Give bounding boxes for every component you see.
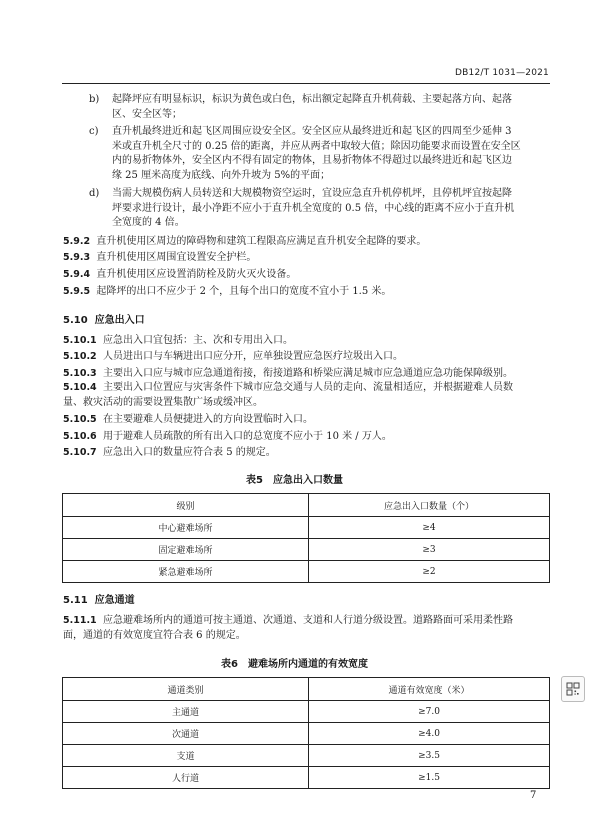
clause-text-continued: 面，通道的有效宽度宜符合表 6 的规定。 (63, 629, 246, 641)
table-header-cell: 通道类别 (63, 678, 309, 701)
clause-number: 5.9.4 (63, 269, 91, 280)
table-cell: 人行道 (63, 767, 309, 789)
qr-code-button[interactable] (561, 676, 585, 702)
section-title: 应急通道 (94, 595, 135, 606)
header-rule (62, 83, 550, 84)
list-item-b (112, 93, 550, 122)
table-cell: ≥4 (309, 517, 550, 539)
clause-number: 5.10.3 (63, 368, 97, 379)
table-row (63, 539, 550, 561)
clause-text: 直升机使用区周边的障碍物和建筑工程限高应满足直升机安全起降的要求。 (96, 236, 427, 247)
clause-5-9-5 (63, 285, 550, 300)
clause-text: 直升机使用区周围宜设置安全护栏。 (96, 252, 257, 263)
table-cell: 主通道 (63, 701, 309, 723)
section-number: 5.10 (63, 315, 88, 326)
clause-5-10-4 (63, 381, 550, 410)
table-header-row (63, 678, 550, 701)
text-line: 全宽度的 4 倍。 (112, 217, 185, 229)
clause-5-9-3 (63, 251, 550, 266)
clause-5-10-7 (63, 446, 550, 461)
text-line: 内的易折物体外，安全区内不得有固定的物体，且易折物体不得超过以最终进近和起飞区边 (112, 155, 512, 167)
list-label-c: c) (89, 126, 99, 137)
table6-caption: 表6 避难场所内通道的有效宽度 (221, 659, 368, 670)
clause-text: 应急避难场所内的通道可按主通道、次通道、支道和人行道分级设置。道路路面可采用柔性路 (103, 615, 514, 626)
table-cell: 支道 (63, 745, 309, 767)
clause-number: 5.11.1 (63, 615, 97, 626)
clause-text: 直升机使用区应设置消防栓及防火灭火设备。 (96, 269, 297, 280)
clause-number: 5.9.2 (63, 236, 91, 247)
clause-number: 5.10.1 (63, 335, 97, 346)
section-number: 5.11 (63, 595, 88, 606)
table-header-row (63, 494, 550, 517)
clause-text: 应急出入口的数量应符合表 5 的规定。 (103, 447, 276, 458)
clause-5-9-4 (63, 268, 550, 283)
section-heading-5-11 (63, 591, 135, 606)
clause-5-10-5 (63, 413, 550, 428)
table5 (62, 493, 550, 583)
clause-5-10-3 (63, 367, 550, 382)
clause-text: 主要出入口应与城市应急通道衔接，衔接道路和桥梁应满足城市应急通道应急功能保障级别。 (103, 368, 514, 379)
clause-number: 5.10.7 (63, 447, 97, 458)
text-line: 当需大规模伤病人员转送和大规模物资空运时，宜设应急直升机停机坪，且停机坪宜按起降 (112, 188, 512, 199)
text-line: 直升机最终进近和起飞区周围应设安全区。安全区应从最终进近和起飞区的四周至少延伸 3 (112, 126, 512, 137)
table-header-cell: 应急出入口数量（个） (309, 494, 550, 517)
table-cell: ≥7.0 (309, 701, 550, 723)
section-title: 应急出入口 (94, 315, 145, 326)
table-row (63, 767, 550, 789)
clause-number: 5.10.2 (63, 351, 97, 362)
list-label-d: d) (89, 188, 100, 199)
clause-text: 主要出入口位置应与灾害条件下城市应急交通与人员的走向、流量相适应，并根据避难人员数 (103, 382, 514, 393)
clause-text: 用于避难人员疏散的所有出入口的总宽度不应小于 10 米 / 万人。 (103, 431, 392, 442)
table-cell: 中心避难场所 (63, 517, 309, 539)
table-row (63, 561, 550, 583)
section-heading-5-10 (63, 311, 145, 326)
table-cell: ≥1.5 (309, 767, 550, 789)
table-cell: 次通道 (63, 723, 309, 745)
clause-number: 5.10.5 (63, 414, 97, 425)
clause-text: 起降坪的出口不应少于 2 个，且每个出口的宽度不宜小于 1.5 米。 (96, 286, 392, 297)
table-cell: ≥3 (309, 539, 550, 561)
qr-code-icon (562, 677, 584, 701)
table5-caption: 表5 应急出入口数量 (246, 475, 343, 486)
table6 (62, 677, 550, 789)
table-cell: ≥4.0 (309, 723, 550, 745)
text-line: 缘 25 厘米高度为底线、向外升坡为 5%的平面； (112, 169, 331, 181)
table-row (63, 517, 550, 539)
clause-5-10-2 (63, 350, 550, 365)
table-row (63, 701, 550, 723)
clause-number: 5.10.6 (63, 431, 97, 442)
table-cell: ≥2 (309, 561, 550, 583)
document-id: DB12/T 1031—2021 (455, 68, 549, 78)
clause-number: 5.9.3 (63, 252, 91, 263)
text-line: 起降坪应有明显标识，标识为黄色或白色，标出额定起降直升机荷载、主要起落方向、起落 (112, 94, 512, 105)
clause-5-9-2 (63, 235, 550, 250)
table-row (63, 745, 550, 767)
clause-number: 5.10.4 (63, 382, 97, 393)
clause-text-continued: 量、救灾活动的需要设置集散广场或缓冲区。 (63, 396, 263, 408)
table-row (63, 723, 550, 745)
table-header-cell: 通道有效宽度（米） (309, 678, 550, 701)
page-number: 7 (530, 790, 537, 801)
list-label-b: b) (89, 94, 100, 105)
text-line: 坪要求进行设计，最小净距不应小于直升机全宽度的 0.5 倍，中心线的距离不应小于直升机 (112, 202, 515, 214)
table-header-cell: 级别 (63, 494, 309, 517)
clause-text: 在主要避难人员便捷进入的方向设置临时入口。 (103, 414, 314, 425)
table-cell: ≥3.5 (309, 745, 550, 767)
clause-text: 应急出入口宜包括：主、次和专用出入口。 (103, 335, 294, 346)
text-line: 米或直升机全尺寸的 0.25 倍的距离，并应从两者中取较大值；除因功能要求而设置在安全区 (112, 140, 521, 152)
list-item-c (112, 125, 550, 183)
clause-number: 5.9.5 (63, 286, 91, 297)
table-cell: 紧急避难场所 (63, 561, 309, 583)
clause-text: 人员进出口与车辆进出口应分开，应单独设置应急医疗垃圾出入口。 (103, 351, 404, 362)
clause-5-11-1 (63, 614, 550, 643)
text-line: 区、安全区等； (112, 108, 182, 120)
table-cell: 固定避难场所 (63, 539, 309, 561)
list-item-d (112, 187, 550, 231)
clause-5-10-1 (63, 334, 550, 349)
clause-5-10-6 (63, 430, 550, 445)
